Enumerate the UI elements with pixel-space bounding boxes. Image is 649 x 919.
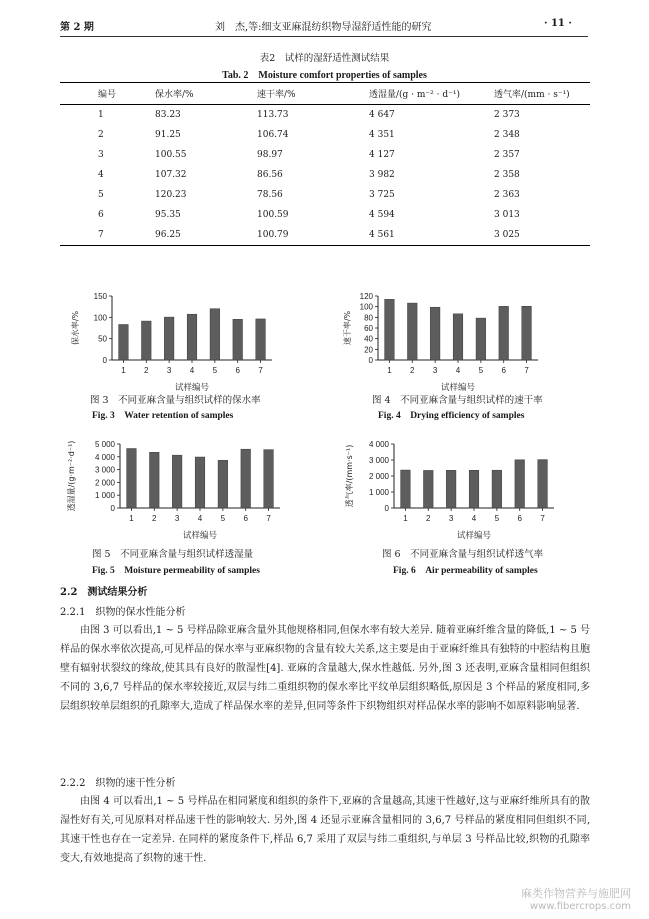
x-tick-label: 4: [197, 514, 203, 523]
fig5-caption-cn: 图 5 不同亚麻含量与组织试样透湿量: [92, 549, 254, 560]
table-cell: 2 358: [494, 170, 520, 180]
fig3-caption-en: Fig. 3 Water retention of samples: [92, 411, 234, 421]
table-cell: 78.56: [257, 190, 283, 200]
x-tick-label: 2: [152, 514, 157, 523]
y-tick-label: 4 000: [368, 440, 389, 449]
y-axis-label: 速干率/%: [343, 310, 352, 346]
watermark-site-name: 麻类作物营养与施肥网: [521, 887, 631, 900]
bar: [453, 314, 463, 360]
bar: [218, 460, 228, 508]
x-tick-label: 6: [243, 514, 248, 523]
table-row: [60, 185, 590, 205]
col-header-air-permeability: 透气率/(mm · s⁻¹): [494, 90, 570, 100]
bar: [187, 314, 197, 360]
table-row: [60, 165, 590, 185]
bar: [210, 309, 220, 360]
paragraph-water-retention: 由图 3 可以看出,1 ~ 5 号样品除亚麻含量外其他规格相同,但保水率有较大差异. 随着亚麻纤维含量的降低,1 ~ 5 号样品的保水率依次提高,可见样品的保水率与亚麻织物的含量有较大关系,这主要是由于亚麻纤维具有独特的中腔结构且胞壁有辐射状裂纹的缘故,使其具有良好的散湿性[4]. 亚麻的含量越大,保水性越低. 另外,图 3 还表明,亚麻含量相同但组织不同的 3,6,7 号样品的保水率较接近,双层与纬二重组织物的保水率比平纹单层组织略低,原因是 3 个样品的紧度相同,多层组织较单层组织的孔隙率大,造成了样品保水率的差异,但同等条件下织物组织对样品保水率的影响不如原料影响显著.: [60, 625, 590, 712]
y-tick-label: 0: [384, 504, 389, 513]
paragraph-drying-rate: 由图 4 可以看出,1 ~ 5 号样品在相同紧度和组织的条件下,亚麻的含量越高,其速干性越好,这与亚麻纤维所具有的散湿性好有关,可见原料对样品速干性的影响较大. 另外,图 4 还显示亚麻含量相同的 3,6,7 号样品的紧度相同但组织不同,其速干性也存在一定差异. 在同样的紧度条件下,样品 6,7 采用了双层与纬二重组织,与单层 3 号样品比较,织物的孔隙率变大,有效地提高了织物的速干性.: [60, 796, 590, 864]
col-header-id: 编号: [98, 90, 117, 100]
x-tick-label: 1: [403, 514, 408, 523]
y-tick-label: 0: [368, 356, 373, 365]
x-tick-label: 5: [494, 514, 500, 523]
x-tick-label: 2: [144, 366, 149, 375]
y-tick-label: 2 000: [368, 472, 389, 481]
table-cell: 3 982: [369, 170, 395, 180]
table-cell: 2 357: [494, 150, 520, 160]
table-cell: 100.79: [257, 230, 289, 240]
site-watermark: [521, 887, 631, 913]
bar: [149, 452, 159, 508]
bar: [172, 455, 182, 508]
bar: [119, 324, 129, 360]
running-title: 刘 杰,等:细支亚麻混纺织物导湿舒适性能的研究: [215, 22, 432, 33]
table-cell: 3 725: [369, 190, 395, 200]
table-row: [60, 145, 590, 165]
col-header-drying-rate: 速干率/%: [257, 90, 296, 100]
bar: [538, 460, 548, 508]
table-row: [60, 205, 590, 225]
fig3-caption-cn: 图 3 不同亚麻含量与组织试样的保水率: [90, 395, 261, 406]
bar: [195, 457, 205, 508]
table-cell: 83.23: [155, 110, 181, 120]
x-tick-label: 5: [212, 366, 218, 375]
x-axis-label: 试样编号: [182, 531, 218, 541]
x-axis-label: 试样编号: [174, 383, 210, 393]
x-tick-label: 7: [540, 514, 545, 523]
bar: [446, 470, 456, 508]
y-tick-label: 80: [364, 313, 373, 323]
x-tick-label: 2: [426, 514, 431, 523]
moisture-table: [60, 82, 590, 246]
table-cell: 107.32: [155, 170, 187, 180]
x-tick-label: 3: [174, 514, 180, 523]
table-header-row: [60, 83, 590, 105]
x-tick-label: 6: [501, 366, 506, 375]
table-cell: 4 594: [369, 210, 395, 220]
table-cell: 91.25: [155, 130, 181, 140]
table-cell: 95.35: [155, 210, 181, 220]
table-cell: 4: [98, 170, 104, 180]
y-tick-label: 2 000: [94, 478, 115, 488]
x-tick-label: 1: [129, 514, 134, 523]
x-tick-label: 7: [258, 366, 263, 375]
y-tick-label: 0: [110, 504, 115, 513]
table-cell: 4 561: [369, 230, 395, 240]
bar: [233, 319, 243, 360]
table-cell: 2: [98, 130, 104, 140]
y-tick-label: 1 000: [368, 488, 389, 497]
table-cell: 5: [98, 190, 104, 200]
y-tick-label: 40: [364, 334, 373, 344]
x-tick-label: 7: [524, 366, 529, 375]
bar: [515, 460, 525, 508]
header-rule: [60, 36, 588, 37]
y-tick-label: 100: [93, 313, 107, 323]
table-cell: 96.25: [155, 230, 181, 240]
table-cell: 120.23: [155, 190, 187, 200]
bar: [241, 449, 251, 508]
table-cell: 100.55: [155, 150, 187, 160]
fig4-caption-en: Fig. 4 Drying efficiency of samples: [378, 411, 525, 421]
col-header-water-retention: 保水率/%: [155, 90, 194, 100]
y-tick-label: 3 000: [368, 456, 389, 465]
bar: [141, 321, 151, 360]
bar: [401, 470, 411, 508]
fig6-caption-cn: 图 6 不同亚麻含量与组织试样透气率: [382, 549, 544, 560]
table-cell: 2 363: [494, 190, 520, 200]
running-header: [0, 0, 649, 38]
issue-number: 第 2 期: [60, 22, 94, 33]
x-tick-label: 6: [517, 514, 522, 523]
x-tick-label: 5: [220, 514, 226, 523]
y-tick-label: 3 000: [94, 465, 115, 475]
fig6-caption-en: Fig. 6 Air permeability of samples: [393, 566, 538, 576]
x-tick-label: 3: [166, 366, 172, 375]
bar: [164, 317, 174, 360]
table-cell: 113.73: [257, 110, 289, 120]
bar: [522, 306, 532, 360]
x-tick-label: 4: [455, 366, 461, 375]
page-number: · 11 ·: [544, 18, 572, 29]
table-cell: 4 647: [369, 110, 395, 120]
bar: [385, 299, 395, 360]
section-heading-2-2-2: 2.2.2 织物的速干性分析: [60, 778, 176, 789]
table-row: [60, 125, 590, 145]
x-tick-label: 1: [121, 366, 126, 375]
x-tick-label: 3: [432, 366, 438, 375]
x-tick-label: 3: [448, 514, 454, 523]
table-cell: 4 351: [369, 130, 395, 140]
y-tick-label: 0: [102, 356, 107, 365]
x-tick-label: 5: [478, 366, 484, 375]
y-tick-label: 5 000: [94, 440, 115, 449]
table-cell: 7: [98, 230, 104, 240]
table-cell: 100.59: [257, 210, 289, 220]
table-cell: 1: [98, 110, 104, 120]
x-tick-label: 6: [235, 366, 240, 375]
y-axis-label: 保水率/%: [71, 310, 80, 346]
bar: [264, 450, 274, 508]
fig4-caption-cn: 图 4 不同亚麻含量与组织试样的速干率: [372, 395, 543, 406]
bar: [499, 306, 509, 360]
bar: [492, 470, 502, 508]
table-caption-en: Tab. 2 Moisture comfort properties of samples: [222, 70, 427, 81]
table-row: [60, 105, 590, 126]
bar: [127, 449, 137, 508]
table-cell: 3: [98, 150, 104, 160]
table-row: [60, 225, 590, 246]
watermark-url: www.fibercrops.com: [529, 901, 631, 912]
section-heading-2-2-1: 2.2.1 织物的保水性能分析: [60, 607, 186, 618]
y-axis-label: 透湿量/(g·m⁻²·d⁻¹): [67, 440, 76, 512]
x-tick-label: 4: [471, 514, 477, 523]
table-cell: 4 127: [369, 150, 395, 160]
bar: [476, 318, 486, 360]
col-header-moisture-permeability: 透湿量/(g · m⁻² · d⁻¹): [369, 90, 460, 100]
bar: [423, 470, 433, 508]
y-tick-label: 4 000: [94, 452, 115, 462]
table-cell: 2 373: [494, 110, 520, 120]
section-heading-2-2: 2.2 测试结果分析: [60, 587, 148, 598]
x-axis-label: 试样编号: [440, 383, 476, 393]
y-tick-label: 150: [93, 292, 107, 301]
x-axis-label: 试样编号: [456, 531, 492, 541]
table-cell: 3 013: [494, 210, 520, 220]
table-cell: 106.74: [257, 130, 289, 140]
y-tick-label: 20: [364, 345, 373, 355]
bar: [407, 303, 417, 360]
x-tick-label: 2: [410, 366, 415, 375]
x-tick-label: 4: [189, 366, 195, 375]
x-tick-label: 7: [266, 514, 271, 523]
fig5-caption-en: Fig. 5 Moisture permeability of samples: [92, 566, 260, 576]
table-2: [60, 82, 590, 246]
table-cell: 2 348: [494, 130, 520, 140]
table-cell: 86.56: [257, 170, 283, 180]
x-tick-label: 1: [387, 366, 392, 375]
y-tick-label: 100: [359, 302, 373, 312]
y-tick-label: 50: [98, 334, 107, 344]
table-cell: 6: [98, 210, 104, 220]
table-cell: 3 025: [494, 230, 520, 240]
y-axis-label: 透气率/(mm·s⁻¹): [345, 444, 354, 508]
table-caption-cn: 表2 试样的湿舒适性测试结果: [259, 53, 390, 64]
y-tick-label: 120: [359, 292, 373, 301]
bar: [256, 319, 266, 360]
bar: [469, 470, 479, 508]
bar: [430, 307, 440, 360]
y-tick-label: 1 000: [94, 491, 115, 501]
table-cell: 98.97: [257, 150, 283, 160]
y-tick-label: 60: [364, 324, 373, 333]
